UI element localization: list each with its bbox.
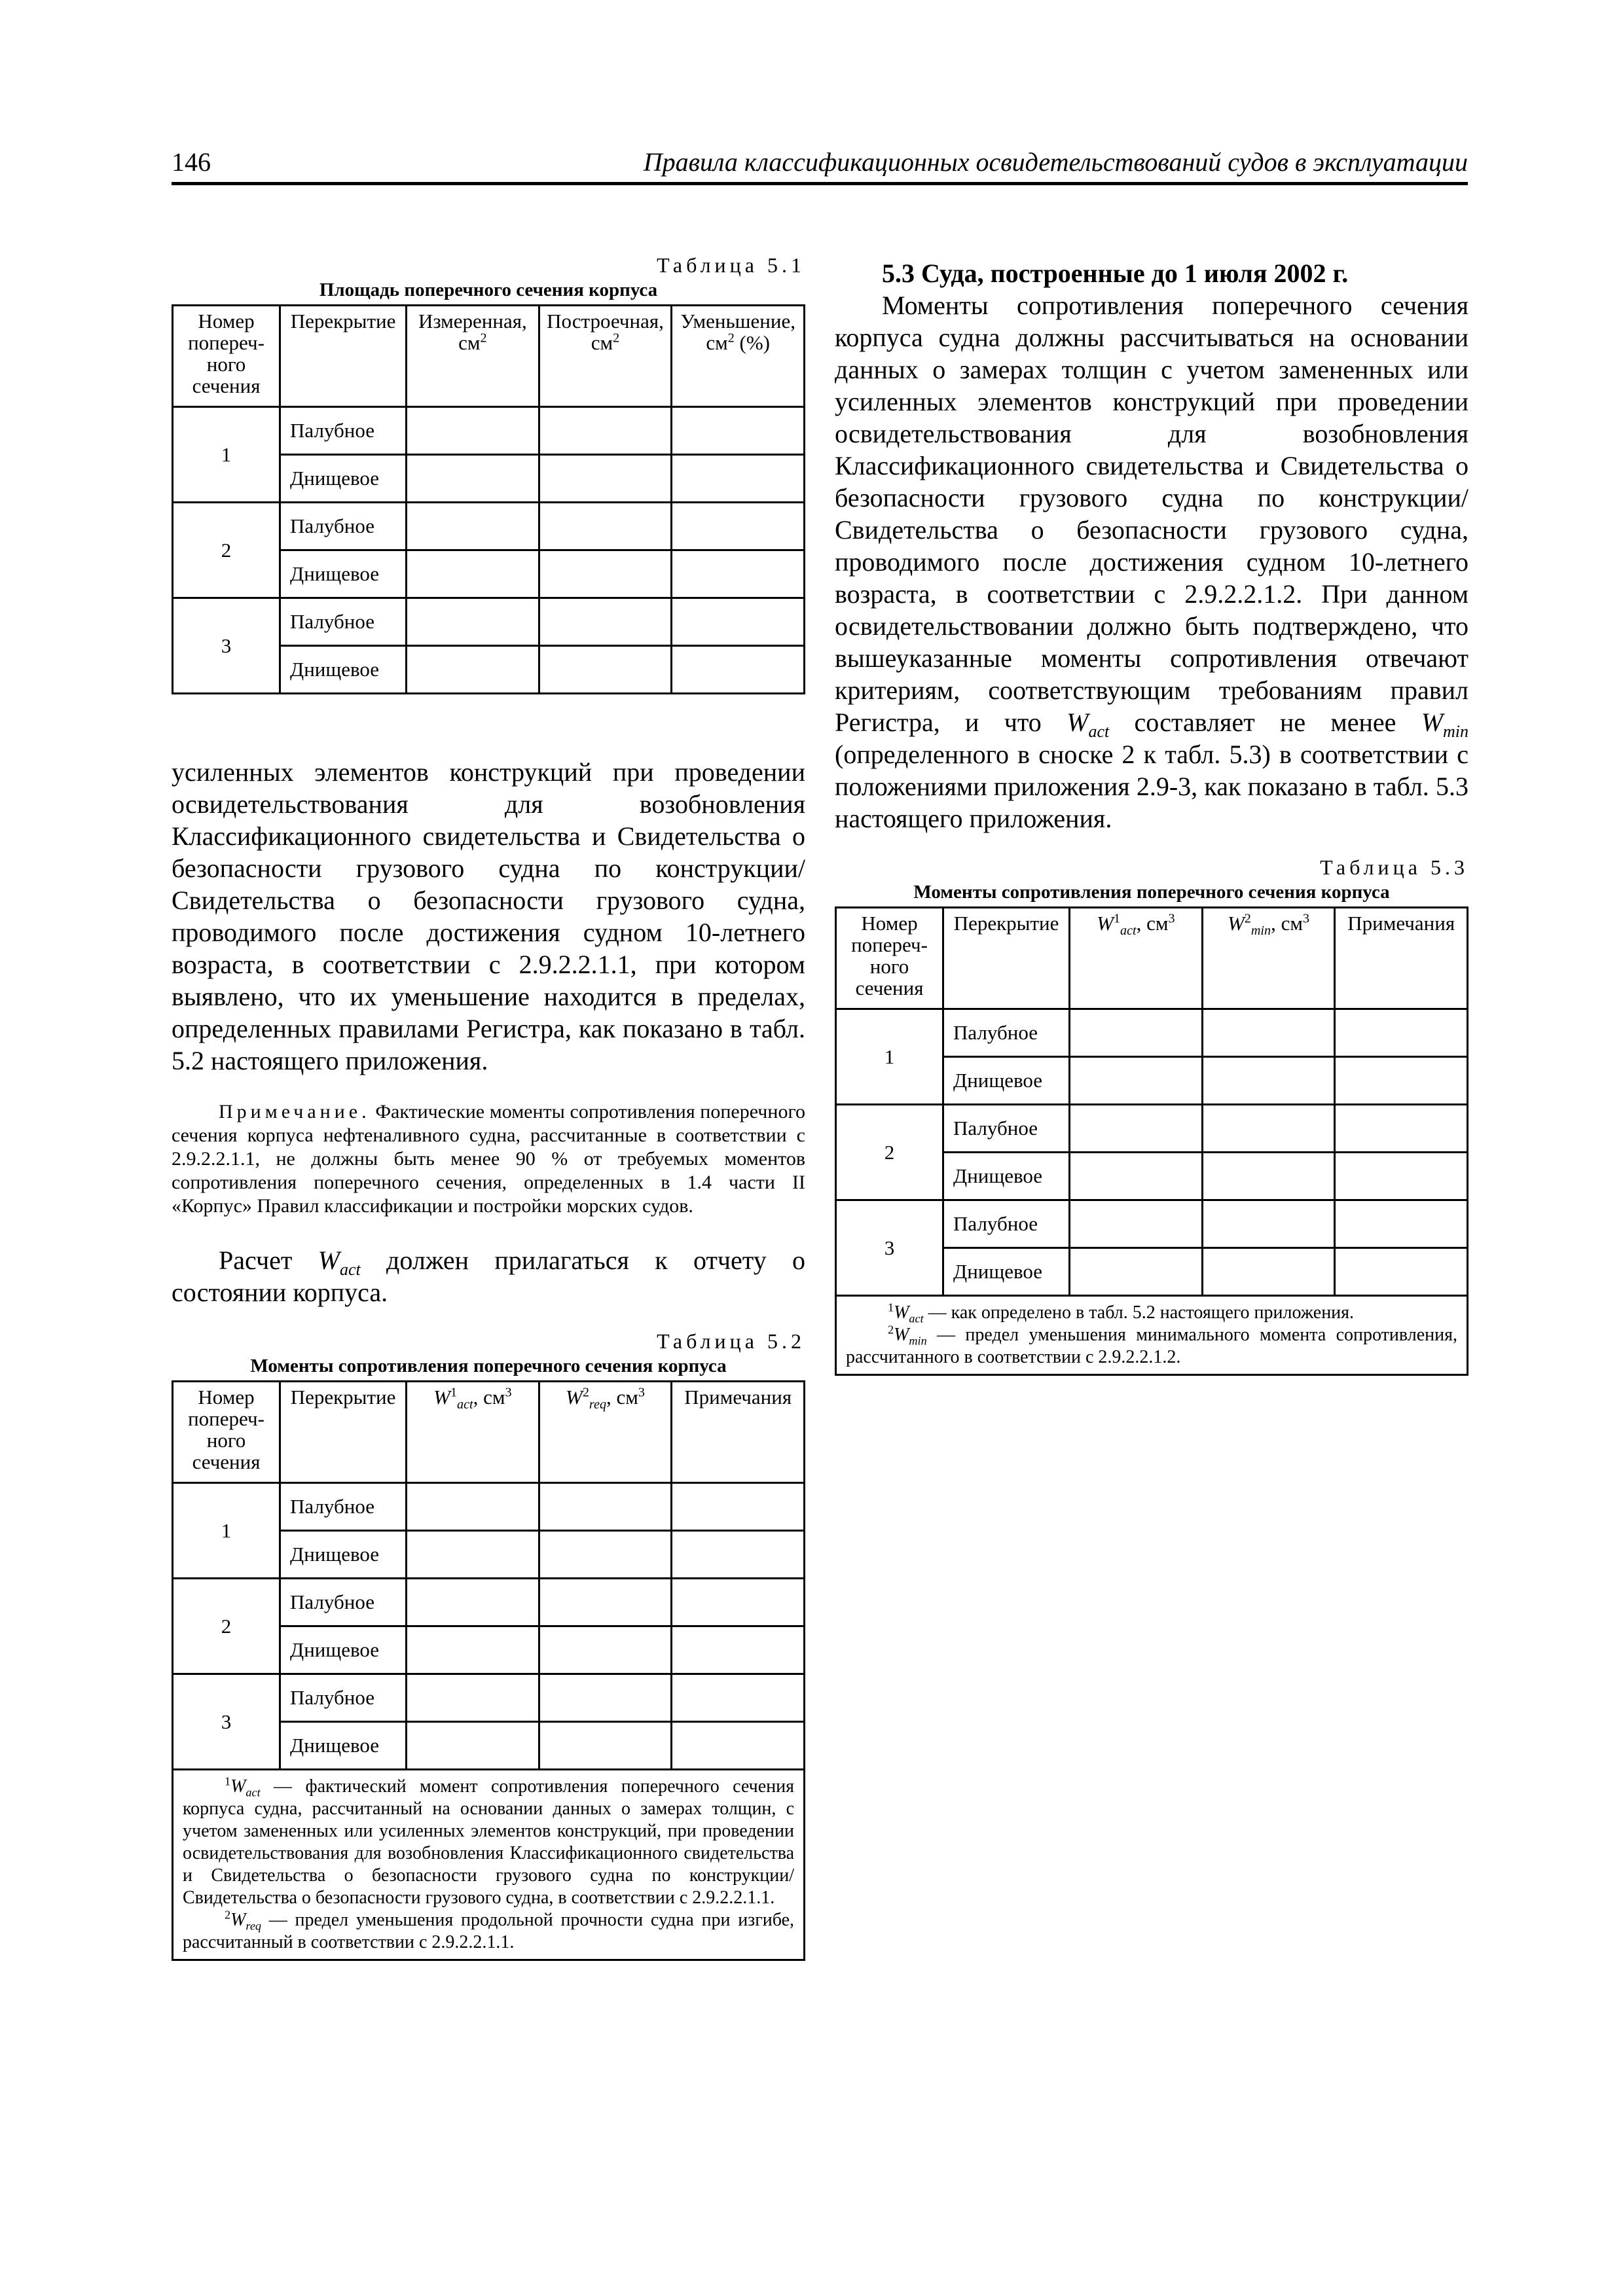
row-number: 1 [173, 407, 280, 503]
header-measured: Измеренная, $см^2$ [407, 306, 539, 407]
empty-cell [672, 1579, 805, 1626]
empty-cell [672, 550, 805, 598]
part-deck: Палубное [280, 598, 407, 646]
table-row [836, 1009, 1468, 1057]
body-paragraph: Моменты сопротивления поперечного сечения корпуса судна должны рассчитываться на основании данных о замерах толщин с учетом замененных или усиленных элементов конструкций при проведении освидетельствования для возобновления Классификационного свидетельства и Свидетельства о безопасности грузового судна по конструкции/ Свидетельства о безопасности грузового судна, проводимого после достижения судном 10-летнего возраста, в соответствии с 2.9.2.2.1.2. При данном освидетельствовании должно быть подтверждено, что вышеуказанные моменты сопротивления отвечают критериям, соответствующим требованиям правил Регистра, и что $W_{act}$ составляет не менее $W_{min}$ (определенного в сноске 2 к табл. 5.3) в соответствии с положениями приложения 2.9-3, как показано в табл. 5.3 настоящего приложения. [835, 291, 1469, 833]
footnote-1: $^1W_{act}$ — фактический момент сопротивления поперечного сечения корпуса судна, рассчитанный на основании данных о замерах толщин, с учетом замененных или усиленных элементов конструкций, при проведении освидетельствования для возобновления Классификационного свидетельства и Свидетельства о безопасности грузового судна по конструкции/ Свидетельства о безопасности грузового судна, в соответствии с 2.9.2.2.1.1. [183, 1774, 794, 1908]
empty-cell [672, 455, 805, 503]
table-row [836, 1200, 1468, 1248]
empty-cell [672, 1483, 805, 1531]
empty-cell [1202, 1248, 1335, 1296]
part-bottom: Днищевое [280, 646, 407, 694]
empty-cell [672, 1626, 805, 1674]
empty-cell [539, 407, 672, 455]
empty-cell [672, 407, 805, 455]
table-header-row [173, 306, 805, 407]
empty-cell [407, 1674, 539, 1722]
table-5-2-footnotes [173, 1770, 805, 1960]
part-bottom: Днищевое [280, 550, 407, 598]
running-title: Правила классификационных освидетельствований судов в эксплуатации [643, 147, 1468, 177]
part-deck: Палубное [280, 407, 407, 455]
footnote-1: $^1W_{act}$ — как определено в табл. 5.2 настоящего приложения. [888, 1300, 1355, 1325]
section-heading: 5.3 Суда, построенные до 1 июля 2002 г. [882, 259, 1349, 288]
table-5-3-footnotes [836, 1296, 1468, 1375]
part-deck: Палубное [280, 1483, 407, 1531]
part-bottom: Днищевое [280, 455, 407, 503]
header-part: Перекрытие [280, 1382, 407, 1483]
part-deck: Палубное [280, 1579, 407, 1626]
table-footnote-row [173, 1770, 805, 1960]
empty-cell [1335, 1009, 1468, 1057]
row-number: 3 [173, 598, 280, 694]
empty-cell [672, 598, 805, 646]
empty-cell [1070, 1105, 1203, 1153]
empty-cell [539, 550, 672, 598]
calc-paragraph: Расчет $W_{act}$ должен прилагаться к отчету о состоянии корпуса. [172, 1246, 806, 1307]
table-row [173, 1483, 805, 1531]
table-row [836, 1105, 1468, 1153]
part-deck: Палубное [280, 503, 407, 550]
header-built: Построечная, $см^2$ [539, 306, 672, 407]
empty-cell [407, 646, 539, 694]
empty-cell [539, 1722, 672, 1770]
empty-cell [1070, 1153, 1203, 1200]
row-number: 3 [173, 1674, 280, 1770]
empty-cell [1070, 1057, 1203, 1105]
note-text: Фактические моменты сопротивления поперечного сечения корпуса нефтеналивного судна, рассчитанные в соответствии с 2.9.2.2.1.1, не должны быть менее 90 % от требуемых моментов сопротивления поперечного сечения, определенных в 1.4 части II «Корпус» Правил классификации и постройки морских судов. [172, 1101, 806, 1217]
table-row [173, 503, 805, 550]
part-deck: Палубное [280, 1674, 407, 1722]
table-row [173, 598, 805, 646]
empty-cell [1202, 1009, 1335, 1057]
header-w-act: $W^1_{act}$, $см^3$ [1070, 908, 1203, 1009]
empty-cell [1202, 1153, 1335, 1200]
table-5-1 [172, 304, 805, 694]
table-5-1-label: Таблица 5.1 [657, 253, 805, 277]
empty-cell [539, 455, 672, 503]
header-remarks: Примечания [1335, 908, 1468, 1009]
footnote-2: $^2W_{req}$ — предел уменьшения продольной прочности судна при изгибе, рассчитанный в соответствии с 2.9.2.2.1.1. [183, 1908, 795, 1952]
table-5-2 [172, 1380, 805, 1961]
table-row [173, 1579, 805, 1626]
part-deck: Палубное [943, 1105, 1070, 1153]
table-row [173, 407, 805, 455]
empty-cell [672, 646, 805, 694]
empty-cell [407, 1722, 539, 1770]
table-5-2-label: Таблица 5.2 [657, 1329, 805, 1353]
empty-cell [1202, 1057, 1335, 1105]
table-5-1-title: Площадь поперечного сечения корпуса [319, 279, 658, 300]
empty-cell [407, 1626, 539, 1674]
empty-cell [407, 550, 539, 598]
header-w-req: $W^2_{req}$, $см^3$ [539, 1382, 672, 1483]
empty-cell [1202, 1105, 1335, 1153]
page-header [172, 145, 1468, 185]
empty-cell [539, 1674, 672, 1722]
empty-cell [407, 455, 539, 503]
empty-cell [1202, 1200, 1335, 1248]
empty-cell [1070, 1200, 1203, 1248]
header-decrease: Уменьшение, $см^2$ (%) [672, 306, 805, 407]
empty-cell [539, 598, 672, 646]
part-bottom: Днищевое [943, 1057, 1070, 1105]
body-paragraph: усиленных элементов конструкций при проведении освидетельствования для возобновления Классификационного свидетельства и Свидетельства о безопасности грузового судна по конструкции/ Свидетельства о безопасности грузового судна, проводимого после достижения судном 10-летнего возраста, в соответствии с 2.9.2.2.1.1, при котором выявлено, что их уменьшение находится в пределах, определенных правилами Регистра, как показано в табл. 5.2 настоящего приложения. [172, 757, 805, 1075]
empty-cell [407, 503, 539, 550]
table-row [173, 1674, 805, 1722]
left-column [172, 252, 805, 1961]
row-number: 3 [836, 1200, 943, 1296]
header-part: Перекрытие [280, 306, 407, 407]
empty-cell [672, 1674, 805, 1722]
right-column [835, 252, 1468, 1376]
part-bottom: Днищевое [280, 1626, 407, 1674]
empty-cell [672, 1531, 805, 1579]
header-section-number: Номер попереч-ного сечения [173, 1382, 280, 1483]
empty-cell [407, 1531, 539, 1579]
empty-cell [1335, 1153, 1468, 1200]
empty-cell [1070, 1248, 1203, 1296]
empty-cell [1335, 1057, 1468, 1105]
table-header-row [173, 1382, 805, 1483]
table-5-3-title: Моменты сопротивления поперечного сечения корпуса [913, 882, 1390, 903]
row-number: 1 [836, 1009, 943, 1105]
empty-cell [539, 1483, 672, 1531]
empty-cell [539, 1579, 672, 1626]
empty-cell [407, 1579, 539, 1626]
empty-cell [539, 646, 672, 694]
header-w-min: $W^2_{min}$, $см^3$ [1202, 908, 1335, 1009]
page-number: 146 [172, 147, 211, 177]
empty-cell [1335, 1248, 1468, 1296]
row-number: 2 [173, 503, 280, 598]
empty-cell [407, 407, 539, 455]
table-5-3 [835, 906, 1468, 1376]
table-footnote-row [836, 1296, 1468, 1375]
part-bottom: Днищевое [280, 1722, 407, 1770]
header-part: Перекрытие [943, 908, 1070, 1009]
note-label: Примечание. [219, 1101, 371, 1122]
footnote-2: $^2W_{min}$ — предел уменьшения минимального момента сопротивления, рассчитанного в соответствии с 2.9.2.2.1.2. [846, 1323, 1457, 1367]
empty-cell [1335, 1105, 1468, 1153]
empty-cell [539, 1626, 672, 1674]
empty-cell [672, 503, 805, 550]
row-number: 1 [173, 1483, 280, 1579]
row-number: 2 [836, 1105, 943, 1200]
part-bottom: Днищевое [943, 1153, 1070, 1200]
header-section-number: Номер попереч-ного сечения [836, 908, 943, 1009]
table-5-3-label: Таблица 5.3 [1320, 855, 1468, 879]
header-w-act: $W^1_{act}$, $см^3$ [407, 1382, 539, 1483]
table-header-row [836, 908, 1468, 1009]
empty-cell [539, 503, 672, 550]
row-number: 2 [173, 1579, 280, 1674]
empty-cell [1335, 1200, 1468, 1248]
empty-cell [1070, 1009, 1203, 1057]
note-paragraph [172, 1100, 805, 1218]
part-deck: Палубное [943, 1200, 1070, 1248]
part-bottom: Днищевое [943, 1248, 1070, 1296]
header-section-number: Номер попереч-ного сечения [173, 306, 280, 407]
part-deck: Палубное [943, 1009, 1070, 1057]
empty-cell [407, 598, 539, 646]
empty-cell [672, 1722, 805, 1770]
empty-cell [539, 1531, 672, 1579]
empty-cell [407, 1483, 539, 1531]
header-remarks: Примечания [672, 1382, 805, 1483]
table-5-2-title: Моменты сопротивления поперечного сечения корпуса [250, 1355, 727, 1376]
part-bottom: Днищевое [280, 1531, 407, 1579]
